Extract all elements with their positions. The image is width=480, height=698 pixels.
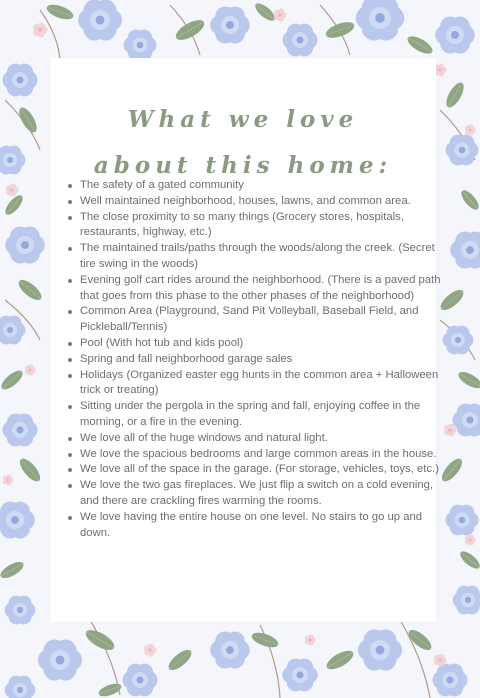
flower-icon (282, 24, 317, 57)
leaf-icon (0, 367, 25, 392)
flower-icon (210, 632, 250, 669)
list-item: We love all of the huge windows and natural light. (80, 431, 444, 447)
flower-icon (453, 586, 480, 615)
leaf-icon (15, 276, 44, 303)
blossom-icon (6, 184, 19, 197)
list-item: We love having the entire house on one level. No stairs to go up and down. (80, 510, 444, 542)
flower-icon (0, 146, 25, 175)
list-item: Evening golf cart rides around the neighborhood. (There is a paved path that goes from this phase to the other phases of the neighborhood) (80, 273, 444, 305)
flower-icon (2, 414, 37, 447)
leaf-icon (405, 626, 434, 653)
leaf-icon (458, 548, 480, 571)
list-item: The maintained trails/paths through the woods/along the creek. (Secret tire swing in the woods) (80, 241, 444, 273)
leaf-icon (253, 0, 278, 23)
leaf-icon (83, 626, 117, 654)
list-item: The safety of a gated community (80, 178, 444, 194)
flower-icon (282, 659, 317, 692)
leaf-icon (458, 188, 480, 213)
flower-icon (435, 17, 475, 54)
leaf-icon (16, 105, 40, 135)
list-item: We love all of the space in the garage. (For storage, vehicles, toys, etc.) (80, 462, 444, 478)
flower-icon (122, 664, 157, 697)
flower-icon (5, 676, 36, 698)
flower-icon (2, 64, 37, 97)
flower-icon (358, 629, 402, 670)
leaf-icon (456, 369, 480, 391)
flower-icon (5, 596, 36, 625)
flower-icon (0, 316, 25, 345)
leaf-icon (45, 2, 75, 23)
page-title (50, 97, 436, 189)
list-item: The close proximity to so many things (Grocery stores, hospitals, restaurants, highway, etc.) (80, 210, 444, 242)
leaf-icon (250, 630, 280, 651)
flower-icon (78, 0, 122, 41)
blossom-icon (33, 23, 47, 38)
flower-icon (446, 505, 479, 536)
title-line-2: about this home: (93, 152, 393, 180)
list-item: Common Area (Playground, Sand Pit Volleyball, Baseball Field, and Pickleball/Tennis) (80, 304, 444, 336)
leaf-icon (97, 681, 123, 698)
leaf-icon (324, 647, 356, 673)
flower-icon (452, 404, 480, 437)
blossom-icon (465, 124, 476, 135)
list-item: We love the two gas fireplaces. We just flip a switch on a cold evening, and there are crackling fires warming the rooms. (80, 478, 444, 510)
features-list (64, 178, 444, 541)
flower-icon (0, 502, 35, 539)
list-item: Pool (With hot tub and kids pool) (80, 336, 444, 352)
list-item: We love the spacious bedrooms and large common areas in the house. (80, 447, 444, 463)
leaf-icon (0, 559, 26, 581)
leaf-icon (16, 455, 43, 484)
list-item: Sitting under the pergola in the spring and fall, enjoying coffee in the morning, or a fire in the evening. (80, 399, 444, 431)
flower-icon (446, 135, 479, 166)
leaf-icon (173, 16, 207, 44)
leaf-icon (443, 80, 467, 110)
blossom-icon (3, 474, 14, 485)
blossom-icon (274, 9, 287, 22)
flower-icon (38, 639, 82, 680)
leaf-icon (324, 19, 357, 41)
flower-icon (210, 7, 250, 44)
list-item: Well maintained neighborhood, houses, lawns, and common area. (80, 194, 444, 210)
flower-icon (450, 232, 480, 269)
leaf-icon (165, 646, 194, 673)
blossom-icon (144, 644, 157, 657)
flower-icon (5, 227, 45, 264)
blossom-icon (25, 364, 36, 375)
flower-icon (356, 0, 404, 41)
title-line-1: What we love (127, 106, 359, 134)
leaf-icon (405, 33, 435, 57)
flower-icon (124, 30, 157, 61)
blossom-icon (465, 534, 476, 545)
list-item: Spring and fall neighborhood garage sales (80, 352, 444, 368)
flower-icon (432, 664, 467, 697)
blossom-icon (305, 634, 316, 645)
content-card (50, 58, 441, 622)
list-item: Holidays (Organized easter egg hunts in the common area + Halloween trick or treating) (80, 368, 444, 400)
